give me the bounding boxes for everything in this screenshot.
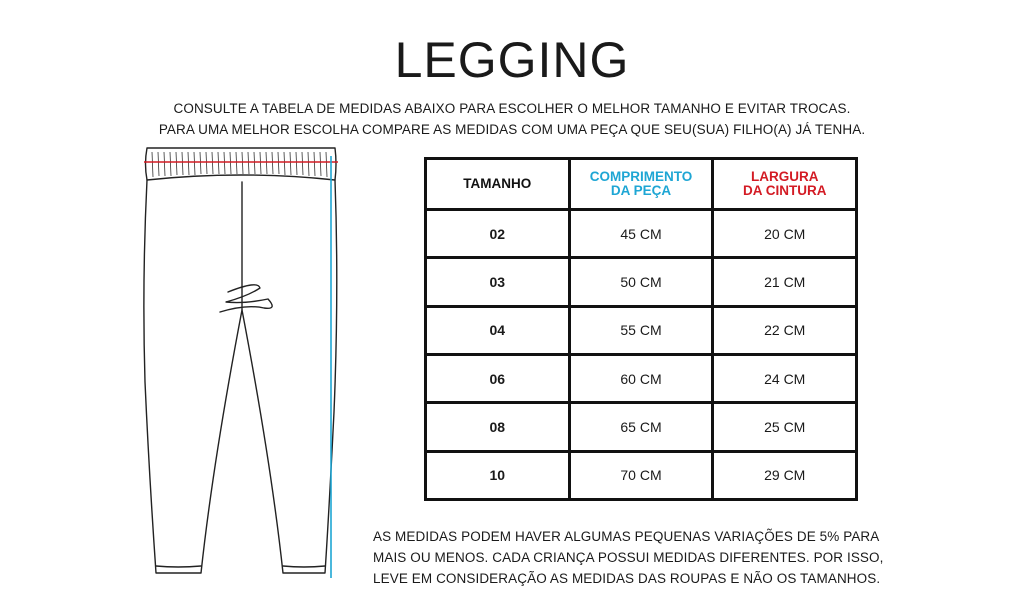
legging-outline <box>144 148 337 573</box>
size-chart-table <box>424 157 858 501</box>
header-waist-line-1: LARGURA <box>750 169 819 184</box>
waist-cell: 20 CM <box>713 210 857 258</box>
size-cell: 06 <box>426 354 570 402</box>
waist-cell: 24 CM <box>713 354 857 402</box>
table-header-row <box>426 159 857 210</box>
scribble-mark <box>220 285 272 312</box>
size-cell: 10 <box>426 451 570 499</box>
size-cell: 08 <box>426 403 570 451</box>
waist-cell: 29 CM <box>713 451 857 499</box>
table-row <box>426 210 857 258</box>
waist-cell: 22 CM <box>713 306 857 354</box>
table-row <box>426 258 857 306</box>
header-length-line-1: COMPRIMENTO <box>589 169 693 184</box>
note-line-3: LEVE EM CONSIDERAÇÃO AS MEDIDAS DAS ROUPAS E NÃO OS TAMANHOS. <box>373 571 881 586</box>
size-cell: 02 <box>426 210 570 258</box>
length-cell: 55 CM <box>569 306 713 354</box>
left-hem <box>156 566 201 567</box>
disclaimer-note <box>373 526 913 589</box>
page-title: LEGGING <box>394 32 630 88</box>
legging-illustration <box>136 142 342 586</box>
note-line-1: AS MEDIDAS PODEM HAVER ALGUMAS PEQUENAS VARIAÇÕES DE 5% PARA <box>373 529 880 544</box>
length-cell: 70 CM <box>569 451 713 499</box>
note-line-2: MAIS OU MENOS. CADA CRIANÇA POSSUI MEDIDAS DIFERENTES. POR ISSO, <box>373 550 884 565</box>
table-row <box>426 403 857 451</box>
length-cell: 65 CM <box>569 403 713 451</box>
right-hem <box>283 566 325 567</box>
header-waist-line-2: DA CINTURA <box>742 183 827 198</box>
length-cell: 60 CM <box>569 354 713 402</box>
table-row <box>426 306 857 354</box>
intro-line-1: CONSULTE A TABELA DE MEDIDAS ABAIXO PARA ESCOLHER O MELHOR TAMANHO E EVITAR TROCAS. <box>173 101 851 116</box>
header-size: TAMANHO <box>426 159 570 210</box>
header-waist <box>713 159 857 210</box>
intro-line-2: PARA UMA MELHOR ESCOLHA COMPARE AS MEDIDAS COM UMA PEÇA QUE SEU(SUA) FILHO(A) JÁ TENHA. <box>158 122 866 137</box>
length-cell: 45 CM <box>569 210 713 258</box>
header-length <box>569 159 713 210</box>
size-cell: 04 <box>426 306 570 354</box>
length-cell: 50 CM <box>569 258 713 306</box>
header-length-line-2: DA PEÇA <box>610 183 672 198</box>
waist-cell: 21 CM <box>713 258 857 306</box>
intro-text <box>0 98 1024 140</box>
table-row <box>426 354 857 402</box>
table-row <box>426 451 857 499</box>
waist-cell: 25 CM <box>713 403 857 451</box>
size-cell: 03 <box>426 258 570 306</box>
waistband-seam <box>147 175 335 180</box>
waistband-ruching <box>152 152 327 177</box>
